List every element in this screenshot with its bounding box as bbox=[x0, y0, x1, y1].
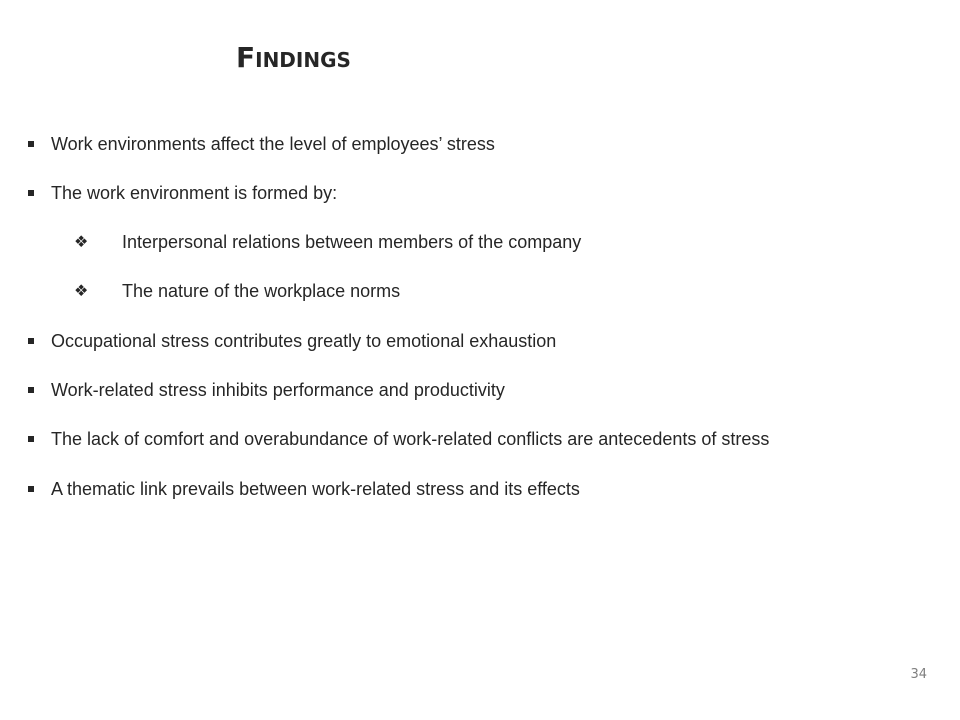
bullet-text: The work environment is formed by: bbox=[51, 183, 338, 203]
sub-bullet-item bbox=[0, 279, 940, 303]
bullet-text: Work environments affect the level of employees’ stress bbox=[51, 134, 495, 154]
bullet-item bbox=[0, 477, 940, 501]
bullet-text: Occupational stress contributes greatly to emotional exhaustion bbox=[51, 331, 557, 351]
slide-title: Findings bbox=[236, 41, 351, 74]
sub-bullet-item bbox=[0, 230, 940, 254]
sub-bullet-text: The nature of the workplace norms bbox=[122, 281, 401, 301]
bullet-text: A thematic link prevails between work-related stress and its effects bbox=[51, 479, 580, 499]
bullet-text: Work-related stress inhibits performance and productivity bbox=[51, 380, 505, 400]
square-bullet-icon bbox=[28, 141, 34, 147]
page-number: 34 bbox=[910, 667, 927, 682]
bullet-text: The lack of comfort and overabundance of work-related conflicts are antecedents of stress bbox=[51, 429, 770, 449]
square-bullet-icon bbox=[28, 190, 34, 196]
bullet-item bbox=[0, 181, 940, 205]
bullet-item bbox=[0, 378, 940, 402]
square-bullet-icon bbox=[28, 338, 34, 344]
diamond-bullet-icon: ❖ bbox=[74, 232, 89, 251]
bullet-item bbox=[0, 427, 940, 451]
bullet-item bbox=[0, 329, 940, 353]
diamond-bullet-icon: ❖ bbox=[74, 281, 89, 300]
bullet-item bbox=[0, 132, 940, 156]
square-bullet-icon bbox=[28, 436, 34, 442]
square-bullet-icon bbox=[28, 486, 34, 492]
square-bullet-icon bbox=[28, 387, 34, 393]
sub-bullet-text: Interpersonal relations between members of the company bbox=[122, 232, 582, 252]
